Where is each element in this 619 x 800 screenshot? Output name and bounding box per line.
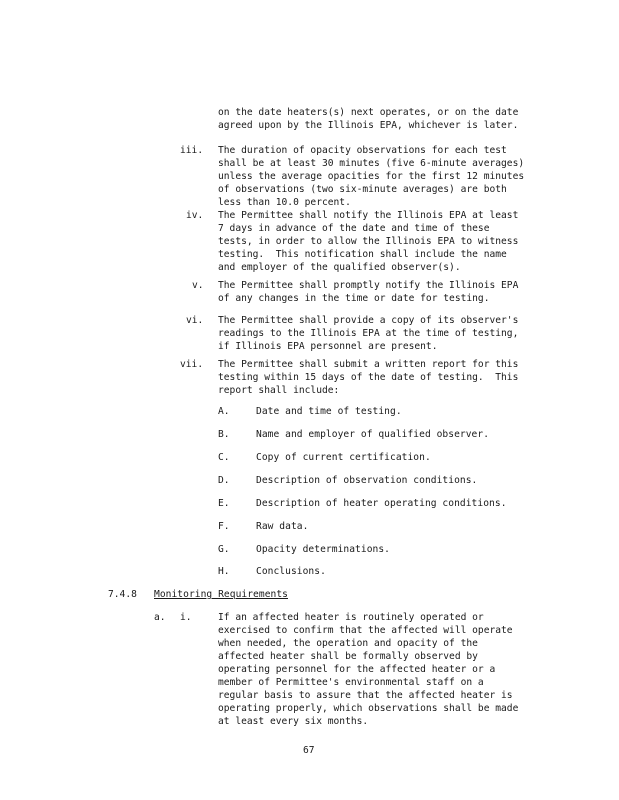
paragraph-line: exercised to confirm that the affected will operate [218,625,513,636]
continuation-paragraph [218,106,548,132]
paragraph-line: on the date heaters(s) next operates, or on the date [218,107,519,118]
report-item-letter: E. [218,498,230,509]
item-vii-text [218,358,548,397]
paragraph-line: operating properly, which observations shall be made [218,703,519,714]
monitoring-outer-label: a. [154,612,166,623]
item-iv-text [218,209,548,274]
paragraph-line: unless the average opacities for the first 12 minutes [218,171,525,182]
paragraph-line: member of Permittee's environmental staff on a [218,677,484,688]
report-item-text: Conclusions. [256,566,326,577]
paragraph-line: of any changes in the time or date for testing. [218,293,490,304]
item-label-v: v. [192,280,204,291]
report-item-letter: A. [218,406,230,417]
paragraph-line: The Permittee shall submit a written report for this [218,359,519,370]
paragraph-line: testing within 15 days of the date of testing. This [218,372,519,383]
report-item-text: Opacity determinations. [256,544,390,555]
paragraph-line: at least every six months. [218,716,369,727]
item-vi-text [218,314,548,353]
item-label-vi: vi. [186,315,204,326]
paragraph-line: If an affected heater is routinely operated or [218,612,484,623]
paragraph-line: less than 10.0 percent. [218,197,351,208]
report-item-letter: F. [218,521,230,532]
paragraph-line: operating personnel for the affected heater or a [218,664,496,675]
section-title: Monitoring Requirements [154,589,288,600]
section-number: 7.4.8 [108,589,137,600]
report-item-text: Description of observation conditions. [256,475,478,486]
paragraph-line: agreed upon by the Illinois EPA, whichever is later. [218,120,519,131]
item-iii-text [218,144,548,209]
report-item-text: Name and employer of qualified observer. [256,429,490,440]
report-item-letter: H. [218,566,230,577]
paragraph-line: regular basis to assure that the affected heater is [218,690,513,701]
report-item-letter: D. [218,475,230,486]
report-item-letter: B. [218,429,230,440]
paragraph-line: report shall include: [218,385,340,396]
paragraph-line: of observations (two six-minute averages) are both [218,184,507,195]
paragraph-line: The Permittee shall promptly notify the Illinois EPA [218,280,519,291]
item-label-iii: iii. [180,145,204,156]
paragraph-line: affected heater shall be formally observed by [218,651,478,662]
paragraph-line: 7 days in advance of the date and time of these [218,223,490,234]
item-label-vii: vii. [180,359,204,370]
paragraph-line: shall be at least 30 minutes (five 6-minute averages) [218,158,525,169]
report-item-letter: C. [218,452,230,463]
paragraph-line: readings to the Illinois EPA at the time of testing, [218,328,519,339]
paragraph-line: and employer of the qualified observer(s). [218,262,461,273]
item-label-iv: iv. [186,210,204,221]
item-v-text [218,279,548,305]
report-item-text: Description of heater operating conditions. [256,498,507,509]
paragraph-line: if Illinois EPA personnel are present. [218,341,438,352]
page-number: 67 [303,745,315,756]
report-item-text: Raw data. [256,521,309,532]
report-item-text: Copy of current certification. [256,452,431,463]
paragraph-line: testing. This notification shall include the name [218,249,507,260]
paragraph-line: The Permittee shall provide a copy of its observer's [218,315,519,326]
monitoring-inner-label: i. [180,612,192,623]
report-item-letter: G. [218,544,230,555]
paragraph-line: The duration of opacity observations for each test [218,145,507,156]
report-item-text: Date and time of testing. [256,406,402,417]
monitoring-text [218,611,548,728]
paragraph-line: The Permittee shall notify the Illinois EPA at least [218,210,519,221]
paragraph-line: tests, in order to allow the Illinois EPA to witness [218,236,519,247]
paragraph-line: when needed, the operation and opacity of the [218,638,478,649]
